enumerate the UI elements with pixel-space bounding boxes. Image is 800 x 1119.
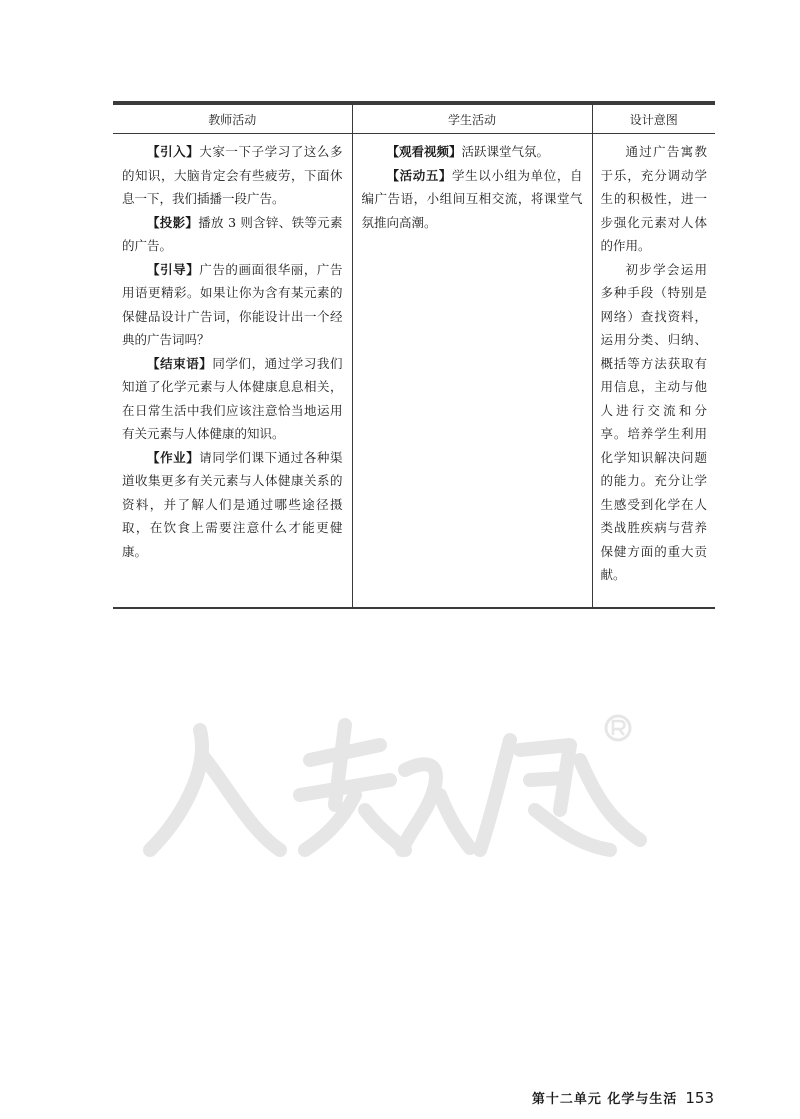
paragraph-tag: 【引入】 (147, 144, 200, 159)
teacher-paragraph (122, 211, 343, 258)
paragraph-text: 学生以小组为单位，自编广告语，小组间互相交流，将课堂气氛推向高潮。 (361, 167, 583, 230)
teacher-paragraph (122, 258, 343, 352)
activity-table (113, 105, 715, 607)
page-number: 153 (685, 1089, 714, 1107)
design-intent-cell (592, 134, 715, 607)
teacher-paragraph (122, 140, 343, 211)
page-footer (532, 1088, 714, 1107)
paragraph-tag: 【活动五】 (386, 167, 453, 183)
paragraph-text: 活跃课堂气氛。 (461, 144, 550, 159)
teacher-activity-cell (113, 134, 352, 607)
table-row (113, 134, 715, 607)
header-teacher-activity: 教师活动 (113, 105, 352, 134)
teacher-paragraph (122, 352, 343, 446)
header-student-activity: 学生活动 (352, 105, 592, 134)
paragraph-tag: 【作业】 (147, 449, 200, 465)
student-paragraph (362, 140, 583, 164)
publisher-logo-watermark-icon (140, 700, 660, 870)
design-paragraph: 通过广告寓教于乐，充分调动学生的积极性，进一步强化元素对人体的作用。 (600, 144, 707, 253)
header-design-intent: 设计意图 (592, 105, 715, 134)
paragraph-text: 广告的画面很华丽，广告用语更精彩。如果让你为含有某元素的保健品设计广告词，你能设计出一个经典的广告词吗？ (122, 261, 343, 347)
paragraph-text: 请同学们课下通过各种渠道收集更多有关元素与人体健康关系的资料，并了解人们是通过哪些途径摄取，在饮食上需要注意什么才能更健康。 (122, 449, 343, 559)
teacher-paragraph (122, 446, 343, 564)
paragraph-text: 同学们，通过学习我们知道了化学元素与人体健康息息相关，在日常生活中我们应该注意恰当地运用有关元素与人体健康的知识。 (122, 355, 343, 441)
student-paragraph (362, 164, 583, 235)
paragraph-tag: 【观看视频】 (386, 144, 462, 159)
paragraph-tag: 【投影】 (147, 214, 199, 230)
student-activity-cell (352, 134, 592, 607)
table-bottom-rule (113, 607, 715, 609)
lesson-plan-table (113, 101, 715, 609)
table-header-row (113, 105, 715, 134)
paragraph-tag: 【结束语】 (147, 355, 213, 371)
footer-unit-title: 第十二单元 化学与生活 (531, 1092, 678, 1107)
paragraph-tag: 【引导】 (147, 261, 200, 277)
paragraph-text: 大家一下子学习了这么多的知识，大脑肯定会有些疲劳，下面休息一下，我们插播一段广告。 (122, 144, 343, 206)
design-paragraph: 初步学会运用多种手段（特别是网络）查找资料，运用分类、归纳、概括等方法获取有用信息，主动与他人进行交流和分享。培养学生利用化学知识解决问题的能力。充分让学生感受到化学在人类战胜疾病与营养保健方面的重大贡献。 (600, 261, 707, 582)
paragraph-text: 播放 3 则含锌、铁等元素的广告。 (122, 214, 343, 253)
